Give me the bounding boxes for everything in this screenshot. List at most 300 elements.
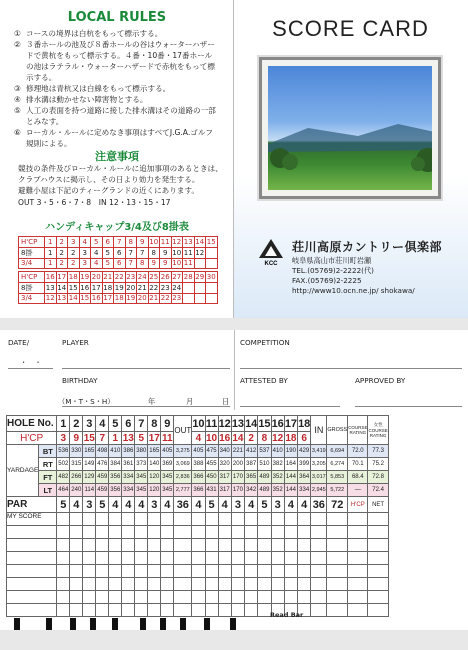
par-cell: 4 xyxy=(135,497,148,513)
score-entry[interactable] xyxy=(109,513,122,526)
score-entry[interactable] xyxy=(284,565,297,578)
player-row-label[interactable] xyxy=(7,539,57,552)
handicap-cell xyxy=(206,258,218,269)
score-net[interactable] xyxy=(368,565,388,578)
score-entry[interactable] xyxy=(57,513,70,526)
handicap-cell: 5 xyxy=(102,247,114,258)
hole-number: 18 xyxy=(298,417,311,430)
handicap-cell: 19 xyxy=(114,283,124,292)
handicap-cell: 2 xyxy=(68,258,80,269)
score-entry[interactable] xyxy=(258,591,271,604)
score-net[interactable] xyxy=(368,513,388,526)
score-entry[interactable] xyxy=(258,526,271,539)
score-entry[interactable] xyxy=(148,539,161,552)
score-net[interactable] xyxy=(368,552,388,565)
score-gross[interactable] xyxy=(327,578,348,591)
score-entry[interactable] xyxy=(218,565,231,578)
score-gross[interactable] xyxy=(327,565,348,578)
handicap-cell: 19 xyxy=(126,294,136,303)
score-entry[interactable] xyxy=(271,565,284,578)
handicap-cell: 9 xyxy=(137,237,149,248)
handicap-cell: 16 xyxy=(45,272,55,281)
hole-handicap: 5 xyxy=(135,432,148,445)
score-entry[interactable] xyxy=(231,526,244,539)
female-course-rating: 72.4 xyxy=(368,484,388,497)
score-entry[interactable] xyxy=(231,604,244,617)
rule-item: ① コースの境界は白杭をもって標示する。 xyxy=(14,29,163,38)
handicap-cell: 8 xyxy=(137,258,149,269)
score-out-total[interactable] xyxy=(174,565,192,578)
my-score-label: MY SCORE xyxy=(7,513,57,526)
handicap-row-label: H'CP xyxy=(19,272,45,283)
score-entry[interactable] xyxy=(70,591,83,604)
handicap-cell: 17 xyxy=(103,294,113,303)
player-row-label[interactable] xyxy=(7,526,57,539)
course-rating: 72.0 xyxy=(348,445,368,458)
score-entry[interactable] xyxy=(271,526,284,539)
yardage-cell: 405 xyxy=(192,445,205,458)
score-entry[interactable] xyxy=(298,513,311,526)
score-net[interactable] xyxy=(368,578,388,591)
score-in-total[interactable] xyxy=(311,591,327,604)
score-entry[interactable] xyxy=(218,591,231,604)
handicap-cell: 11 xyxy=(183,248,193,257)
score-entry[interactable] xyxy=(122,513,135,526)
score-in-total[interactable] xyxy=(311,526,327,539)
player-field[interactable] xyxy=(62,368,230,369)
score-entry[interactable] xyxy=(298,578,311,591)
yardage-cell: 144 xyxy=(284,484,297,497)
score-entry[interactable] xyxy=(96,513,109,526)
score-entry[interactable] xyxy=(161,513,174,526)
score-entry[interactable] xyxy=(218,526,231,539)
handicap-cell: 22 xyxy=(149,283,159,292)
handicap-cell: 6 xyxy=(114,258,126,269)
yardage-cell: 429 xyxy=(298,445,311,458)
birthday-field[interactable] xyxy=(62,406,230,407)
handicap-title: ハンディキャップ3/4及び8掛表 xyxy=(45,222,189,233)
score-entry[interactable] xyxy=(205,578,218,591)
score-entry[interactable] xyxy=(284,513,297,526)
score-entry[interactable] xyxy=(161,526,174,539)
score-hcp[interactable] xyxy=(348,578,368,591)
score-entry[interactable] xyxy=(109,591,122,604)
score-entry[interactable] xyxy=(231,565,244,578)
score-entry[interactable] xyxy=(284,578,297,591)
score-entry[interactable] xyxy=(70,578,83,591)
yardage-cell: 356 xyxy=(109,471,122,484)
score-net[interactable] xyxy=(368,591,388,604)
par-cell: 4 xyxy=(284,497,297,513)
score-entry[interactable] xyxy=(96,539,109,552)
score-entry[interactable] xyxy=(192,578,205,591)
score-entry[interactable] xyxy=(258,578,271,591)
score-entry[interactable] xyxy=(148,604,161,617)
score-entry[interactable] xyxy=(231,552,244,565)
par-cell: 3 xyxy=(271,497,284,513)
score-entry[interactable] xyxy=(271,539,284,552)
score-entry[interactable] xyxy=(109,565,122,578)
score-hcp[interactable] xyxy=(348,526,368,539)
handicap-cell: 24 xyxy=(172,283,182,292)
yardage-label: YARDAGE xyxy=(7,445,39,497)
handicap-cell: 1 xyxy=(45,247,57,258)
score-entry[interactable] xyxy=(57,552,70,565)
score-entry[interactable] xyxy=(135,591,148,604)
hcp-label: H'CP xyxy=(7,432,57,445)
yardage-cell: 330 xyxy=(70,445,83,458)
date-field[interactable] xyxy=(8,368,53,369)
hole-handicap: 13 xyxy=(122,432,134,444)
score-in-total[interactable] xyxy=(311,565,327,578)
score-entry[interactable] xyxy=(83,552,96,565)
score-gross[interactable] xyxy=(327,513,348,526)
score-in-total[interactable] xyxy=(311,604,327,617)
par-cell: 4 xyxy=(192,497,205,513)
player-row-label[interactable] xyxy=(7,604,57,617)
score-entry[interactable] xyxy=(83,591,96,604)
score-entry[interactable] xyxy=(148,565,161,578)
score-entry[interactable] xyxy=(122,552,135,565)
score-entry[interactable] xyxy=(245,539,258,552)
player-row-label[interactable] xyxy=(7,578,57,591)
read-bar-label: Read Bar xyxy=(270,611,304,619)
score-entry[interactable] xyxy=(298,539,311,552)
hole-handicap: 12 xyxy=(272,432,284,444)
yardage-cell: 334 xyxy=(122,471,135,484)
handicap-cell: 18 xyxy=(114,294,124,303)
score-entry[interactable] xyxy=(284,526,297,539)
score-entry[interactable] xyxy=(161,591,174,604)
yardage-cell: 334 xyxy=(298,484,311,497)
score-out-total[interactable] xyxy=(174,552,192,565)
score-in-total[interactable] xyxy=(311,578,327,591)
score-hcp[interactable] xyxy=(348,565,368,578)
hole-number: 8 xyxy=(148,416,161,432)
score-out-total[interactable] xyxy=(174,526,192,539)
score-hcp[interactable] xyxy=(348,539,368,552)
player-row-label[interactable] xyxy=(7,591,57,604)
yardage-cell: 410 xyxy=(109,445,122,458)
score-hcp[interactable] xyxy=(348,513,368,526)
score-in-total[interactable] xyxy=(311,552,327,565)
handicap-row-label: 3/4 xyxy=(19,258,45,269)
tee-name: RT xyxy=(39,458,57,471)
score-out-total[interactable] xyxy=(174,539,192,552)
score-entry[interactable] xyxy=(245,591,258,604)
score-entry[interactable] xyxy=(205,539,218,552)
score-entry[interactable] xyxy=(192,604,205,617)
score-entry[interactable] xyxy=(135,604,148,617)
competition-label: COMPETITION xyxy=(240,338,290,347)
score-gross[interactable] xyxy=(327,539,348,552)
yardage-cell: 120 xyxy=(148,471,161,484)
course-rating: 68.4 xyxy=(348,471,368,484)
female-course-rating: 77.3 xyxy=(368,445,388,458)
yardage-cell: 149 xyxy=(83,458,96,471)
score-entry[interactable] xyxy=(161,604,174,617)
competition-field[interactable] xyxy=(240,368,462,369)
yardage-cell: 365 xyxy=(245,471,258,484)
yardage-cell: 387 xyxy=(245,458,258,471)
handicap-cell: 15 xyxy=(80,294,90,303)
yardage-cell: 345 xyxy=(135,471,148,484)
club-address: 岐阜県高山市荘川町岩瀬 xyxy=(292,256,372,265)
score-entry[interactable] xyxy=(135,539,148,552)
score-entry[interactable] xyxy=(298,565,311,578)
score-entry[interactable] xyxy=(57,604,70,617)
score-entry[interactable] xyxy=(192,591,205,604)
score-entry[interactable] xyxy=(218,578,231,591)
score-entry[interactable] xyxy=(83,539,96,552)
score-entry[interactable] xyxy=(109,578,122,591)
score-entry[interactable] xyxy=(122,578,135,591)
score-entry[interactable] xyxy=(245,604,258,617)
score-in-total[interactable] xyxy=(311,513,327,526)
yardage-in-total: 3,205 xyxy=(311,458,327,471)
score-entry[interactable] xyxy=(70,552,83,565)
score-entry[interactable] xyxy=(70,513,83,526)
score-entry[interactable] xyxy=(205,604,218,617)
yardage-cell: 405 xyxy=(161,445,174,458)
score-entry[interactable] xyxy=(70,526,83,539)
date-separators: ・ ・ xyxy=(20,358,42,367)
score-entry[interactable] xyxy=(70,604,83,617)
score-net[interactable] xyxy=(368,526,388,539)
score-gross[interactable] xyxy=(327,591,348,604)
score-entry[interactable] xyxy=(83,565,96,578)
score-entry[interactable] xyxy=(258,513,271,526)
score-gross[interactable] xyxy=(327,552,348,565)
score-entry[interactable] xyxy=(135,526,148,539)
player-row-label[interactable] xyxy=(7,565,57,578)
score-entry[interactable] xyxy=(231,591,244,604)
score-entry[interactable] xyxy=(258,552,271,565)
hole-handicap: 17 xyxy=(148,432,160,444)
par-cell: 5 xyxy=(57,497,70,513)
score-entry[interactable] xyxy=(57,565,70,578)
player-row-label[interactable] xyxy=(7,552,57,565)
yardage-cell: 266 xyxy=(70,471,83,484)
hole-number-label: HOLE No. xyxy=(7,416,57,432)
approved-label: APPROVED BY xyxy=(355,376,406,385)
handicap-cell: 7 xyxy=(137,247,149,258)
score-entry[interactable] xyxy=(231,513,244,526)
yardage-out-total: 2,836 xyxy=(174,471,192,484)
score-entry[interactable] xyxy=(96,552,109,565)
score-entry[interactable] xyxy=(298,526,311,539)
rule-item: ⑥ ローカル・ルールに定めなき事項はすべてJ.G.A.ゴルフ規則による。 xyxy=(14,128,214,148)
club-url[interactable]: http://www10.ocn.ne.jp/ shokawa/ xyxy=(292,286,415,295)
score-entry[interactable] xyxy=(83,578,96,591)
score-entry[interactable] xyxy=(161,578,174,591)
handicap-cell: 20 xyxy=(91,272,101,281)
score-hcp[interactable] xyxy=(348,591,368,604)
score-entry[interactable] xyxy=(298,591,311,604)
hole-number: 14 xyxy=(245,417,258,430)
score-entry[interactable] xyxy=(245,552,258,565)
score-entry[interactable] xyxy=(218,539,231,552)
course-rating-label: COURSE RATING xyxy=(348,416,368,445)
score-entry[interactable] xyxy=(192,539,205,552)
score-entry[interactable] xyxy=(83,604,96,617)
hole-handicap: 14 xyxy=(232,432,244,444)
barcode-mark xyxy=(140,618,146,630)
score-entry[interactable] xyxy=(161,552,174,565)
yardage-cell: 317 xyxy=(218,471,231,484)
score-entry[interactable] xyxy=(122,526,135,539)
score-entry[interactable] xyxy=(109,604,122,617)
score-entry[interactable] xyxy=(148,591,161,604)
score-entry[interactable] xyxy=(96,591,109,604)
score-gross[interactable] xyxy=(327,526,348,539)
score-entry[interactable] xyxy=(192,513,205,526)
yardage-in-total: 3,419 xyxy=(311,445,327,458)
score-entry[interactable] xyxy=(205,513,218,526)
score-entry[interactable] xyxy=(298,552,311,565)
handicap-cell: 3 xyxy=(79,247,91,258)
score-entry[interactable] xyxy=(96,604,109,617)
yardage-cell: 334 xyxy=(122,484,135,497)
score-entry[interactable] xyxy=(231,539,244,552)
score-entry[interactable] xyxy=(135,513,148,526)
score-entry[interactable] xyxy=(109,552,122,565)
score-entry[interactable] xyxy=(205,526,218,539)
score-entry[interactable] xyxy=(245,578,258,591)
score-entry[interactable] xyxy=(57,591,70,604)
score-entry[interactable] xyxy=(271,591,284,604)
score-entry[interactable] xyxy=(161,565,174,578)
hole-handicap: 8 xyxy=(258,432,271,445)
score-entry[interactable] xyxy=(245,526,258,539)
score-entry[interactable] xyxy=(205,565,218,578)
handicap-cell: 24 xyxy=(137,272,147,281)
score-entry[interactable] xyxy=(271,578,284,591)
yardage-cell: 200 xyxy=(231,458,244,471)
score-entry[interactable] xyxy=(284,552,297,565)
par-label: PAR xyxy=(7,497,57,513)
score-out-total[interactable] xyxy=(174,513,192,526)
score-entry[interactable] xyxy=(258,565,271,578)
handicap-cell: 12 xyxy=(172,237,182,246)
handicap-cell: 21 xyxy=(149,294,159,303)
score-entry[interactable] xyxy=(192,526,205,539)
score-entry[interactable] xyxy=(96,578,109,591)
yardage-out-total: 2,777 xyxy=(174,484,192,497)
yardage-cell: 340 xyxy=(218,445,231,458)
rule-item: ② ３番ホールの池及び８番ホールの谷はウォーターハザードで黄杭をもって標示する。４番・10番・17番ホールの池はラテラル・ウォーターハザードで赤杭をもって標示する。 xyxy=(14,40,215,82)
score-entry[interactable] xyxy=(148,578,161,591)
score-entry[interactable] xyxy=(218,604,231,617)
yardage-cell: 537 xyxy=(258,445,271,458)
score-hcp[interactable] xyxy=(348,604,368,617)
score-entry[interactable] xyxy=(271,513,284,526)
score-entry[interactable] xyxy=(245,513,258,526)
score-entry[interactable] xyxy=(122,591,135,604)
score-out-total[interactable] xyxy=(174,591,192,604)
handicap-cell: 7 xyxy=(125,258,137,269)
score-entry[interactable] xyxy=(57,539,70,552)
score-net[interactable] xyxy=(368,604,388,617)
score-hcp[interactable] xyxy=(348,552,368,565)
handicap-cell: 29 xyxy=(195,272,205,281)
attested-field[interactable] xyxy=(240,406,340,407)
score-in-total[interactable] xyxy=(311,539,327,552)
score-entry[interactable] xyxy=(83,513,96,526)
rule-item: ⑤ 人工の表面を持つ道路に接した排水溝はその道路の一部とみなす。 xyxy=(14,106,216,126)
scorecard-title: SCORE CARD xyxy=(272,16,429,41)
score-entry[interactable] xyxy=(148,552,161,565)
yardage-gross: 5,722 xyxy=(327,484,348,497)
score-entry[interactable] xyxy=(245,565,258,578)
score-entry[interactable] xyxy=(284,591,297,604)
score-entry[interactable] xyxy=(205,591,218,604)
yardage-out-total: 3,069 xyxy=(174,458,192,471)
score-entry[interactable] xyxy=(218,552,231,565)
score-gross[interactable] xyxy=(327,604,348,617)
score-entry[interactable] xyxy=(205,552,218,565)
score-entry[interactable] xyxy=(122,565,135,578)
score-entry[interactable] xyxy=(57,526,70,539)
score-entry[interactable] xyxy=(218,513,231,526)
score-entry[interactable] xyxy=(122,604,135,617)
yardage-cell: 384 xyxy=(109,458,122,471)
score-entry[interactable] xyxy=(258,539,271,552)
handicap-cell: 5 xyxy=(102,258,114,269)
score-entry[interactable] xyxy=(70,565,83,578)
score-entry[interactable] xyxy=(135,552,148,565)
score-entry[interactable] xyxy=(161,539,174,552)
hole-number: 15 xyxy=(258,417,271,430)
barcode-mark xyxy=(46,618,52,630)
score-entry[interactable] xyxy=(70,539,83,552)
yardage-cell: 489 xyxy=(258,484,271,497)
score-entry[interactable] xyxy=(109,526,122,539)
yardage-cell: 144 xyxy=(284,471,297,484)
score-entry[interactable] xyxy=(192,552,205,565)
score-net[interactable] xyxy=(368,539,388,552)
score-entry[interactable] xyxy=(96,565,109,578)
score-entry[interactable] xyxy=(192,565,205,578)
score-entry[interactable] xyxy=(148,513,161,526)
yardage-cell: 459 xyxy=(96,471,109,484)
yardage-cell: 361 xyxy=(122,458,135,471)
score-entry[interactable] xyxy=(83,526,96,539)
score-entry[interactable] xyxy=(135,578,148,591)
year-label: 年 xyxy=(148,397,156,406)
score-entry[interactable] xyxy=(96,526,109,539)
handicap-cell: 30 xyxy=(206,272,216,281)
score-entry[interactable] xyxy=(122,539,135,552)
score-entry[interactable] xyxy=(135,565,148,578)
score-out-total[interactable] xyxy=(174,604,192,617)
par-cell: 5 xyxy=(258,497,271,513)
score-entry[interactable] xyxy=(109,539,122,552)
barcode-mark xyxy=(160,618,166,630)
approved-field[interactable] xyxy=(355,406,462,407)
score-entry[interactable] xyxy=(284,539,297,552)
score-entry[interactable] xyxy=(231,578,244,591)
handicap-cell xyxy=(194,258,206,269)
handicap-cell xyxy=(206,282,218,293)
score-entry[interactable] xyxy=(57,578,70,591)
score-out-total[interactable] xyxy=(174,578,192,591)
score-entry[interactable] xyxy=(148,526,161,539)
score-entry[interactable] xyxy=(271,552,284,565)
club-fax: FAX.(05769)2-2225 xyxy=(292,276,362,285)
tee-name: FT xyxy=(39,471,57,484)
handicap-cell: 14 xyxy=(68,294,78,303)
